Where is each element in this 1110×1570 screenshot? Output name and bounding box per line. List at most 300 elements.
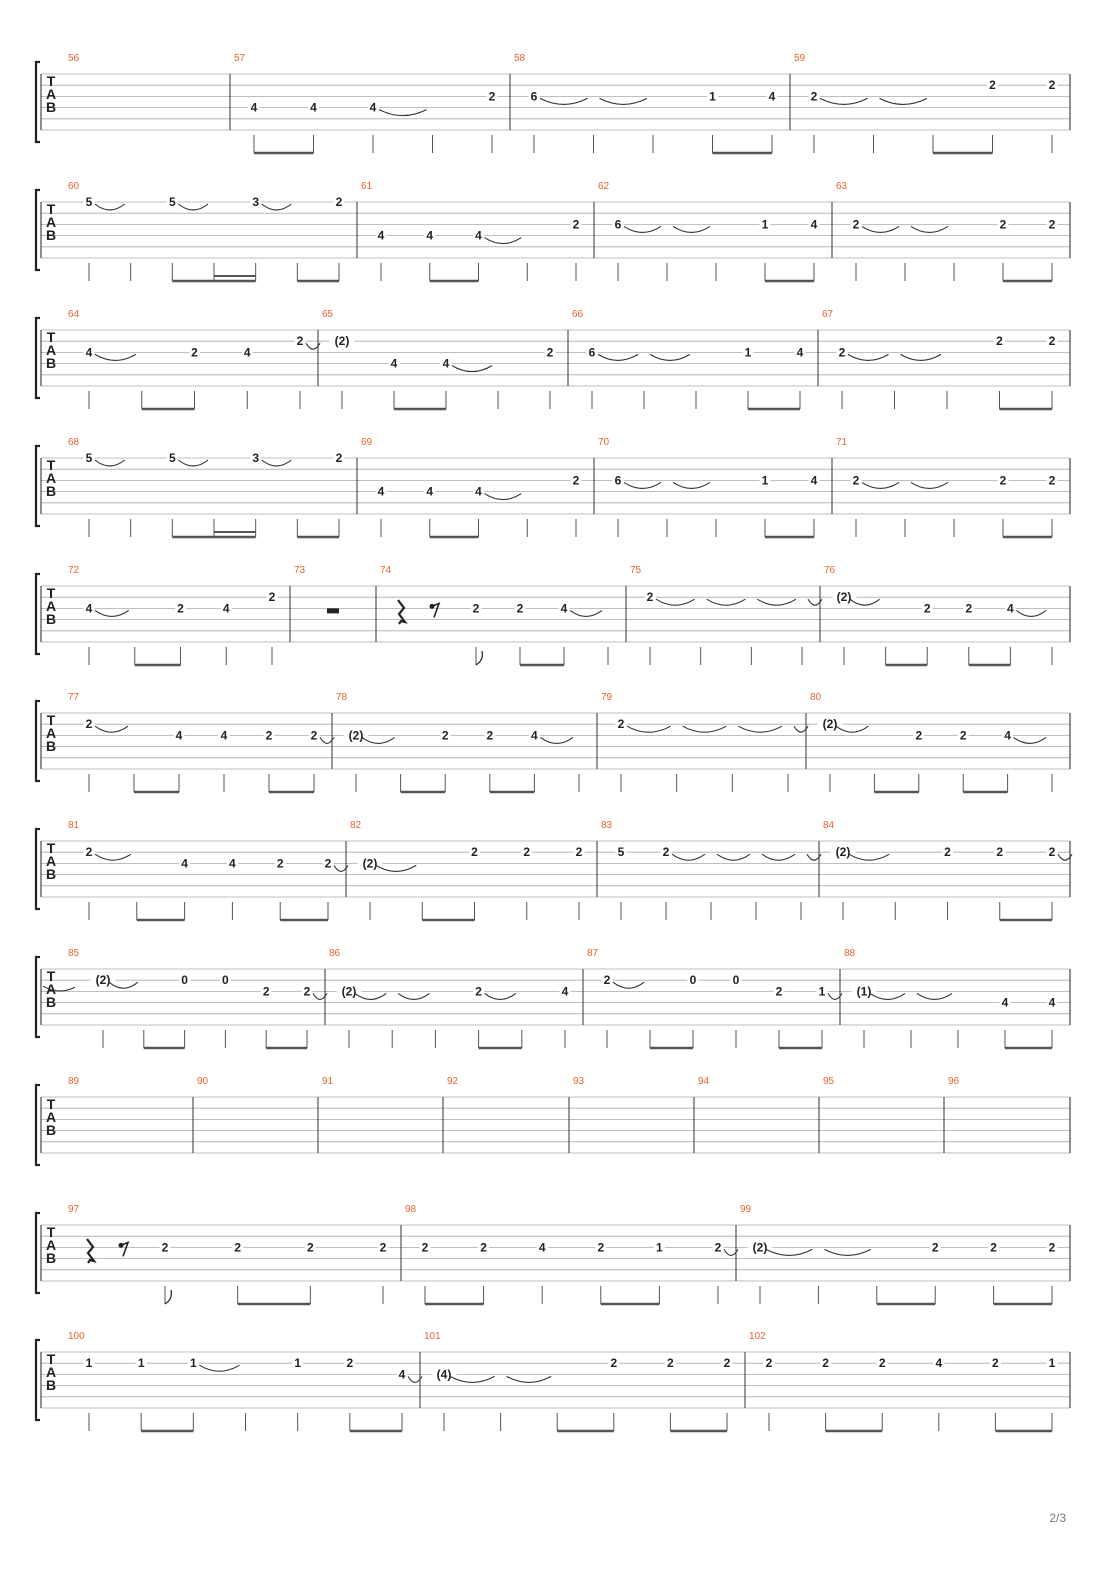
- fret-number: 4: [796, 345, 804, 360]
- measure-number: 65: [322, 309, 334, 320]
- tie: [379, 110, 427, 116]
- fret-number: 2: [324, 856, 332, 871]
- system-bracket: [36, 1085, 40, 1165]
- measure-number: 67: [822, 309, 834, 320]
- fret-number: 4: [426, 228, 434, 243]
- fret-number: 2: [1048, 845, 1056, 860]
- measure: [361, 437, 582, 537]
- tab-clef-letter: A: [45, 1109, 57, 1125]
- tab-clef-letter: T: [46, 585, 56, 601]
- measure-number: 70: [598, 437, 610, 448]
- fret-number: 2: [346, 1356, 354, 1371]
- measure: [424, 1331, 733, 1431]
- measure-number: 87: [587, 948, 599, 959]
- page-number: 2/3: [1049, 1511, 1066, 1525]
- fret-number: 2: [878, 1356, 886, 1371]
- fret-number: 2: [310, 728, 318, 743]
- tie: [452, 366, 492, 372]
- fret-number: 2: [471, 845, 478, 860]
- measure-number: 57: [234, 53, 246, 64]
- fret-number: 2: [923, 601, 931, 616]
- fret-number: 2: [714, 1240, 722, 1255]
- fret-number: 4: [250, 100, 258, 115]
- tie: [766, 1249, 812, 1255]
- fret-number: 4: [1007, 601, 1014, 616]
- tab-system: [36, 53, 1070, 153]
- measure: [573, 1076, 585, 1087]
- measure: [698, 1076, 710, 1087]
- fret-number: 2: [617, 717, 625, 732]
- tab-system: [36, 565, 1070, 665]
- tie: [862, 226, 899, 232]
- fret-number: 5: [168, 451, 176, 465]
- measure-number: 86: [329, 948, 341, 959]
- tie: [95, 726, 128, 732]
- tie: [1016, 610, 1046, 616]
- tab-system: [36, 692, 1070, 792]
- fret-number: 1: [818, 984, 826, 999]
- measure: [514, 53, 778, 153]
- measure-number: 80: [810, 692, 822, 703]
- fret-number: 1: [1048, 1356, 1056, 1371]
- fret-number: 2: [852, 473, 860, 488]
- tie: [485, 993, 516, 999]
- measure: [68, 565, 278, 665]
- fret-number: 2: [306, 1240, 314, 1255]
- system-bracket: [36, 1213, 40, 1293]
- measure: [823, 820, 1072, 920]
- tab-clef-letter: A: [45, 853, 57, 869]
- fret-number: 6: [614, 217, 622, 232]
- tab-clef-letter: T: [46, 968, 56, 984]
- fret-number: 2: [944, 845, 951, 860]
- tie: [624, 482, 661, 488]
- system-bracket: [36, 446, 40, 526]
- fret-number: 2: [472, 601, 480, 616]
- system-bracket: [36, 1340, 40, 1420]
- fret-number: 2: [268, 590, 276, 605]
- fret-number: 4: [377, 228, 385, 243]
- fret-number: 4: [310, 100, 317, 115]
- measure: [948, 1076, 960, 1087]
- fret-number: 2: [1048, 78, 1056, 93]
- measure: [749, 1331, 1058, 1431]
- measure: [234, 53, 498, 153]
- tab-clef-letter: B: [45, 1377, 57, 1393]
- measure-number: 76: [824, 565, 836, 576]
- measure-number: 56: [68, 53, 80, 64]
- tie: [262, 460, 292, 466]
- tie: [656, 599, 695, 605]
- measure: [361, 181, 582, 281]
- fret-number: (2): [95, 973, 111, 988]
- system-bracket: [36, 190, 40, 270]
- fret-number: 2: [646, 590, 654, 605]
- fret-number: 3: [252, 195, 260, 209]
- fret-number: 2: [480, 1240, 487, 1255]
- measure-number: 100: [68, 1331, 85, 1342]
- tie: [95, 204, 125, 210]
- fret-number: 4: [175, 728, 183, 743]
- measure-number: 61: [361, 181, 373, 192]
- tie: [627, 726, 671, 732]
- tie: [95, 354, 136, 360]
- tab-clef-letter: A: [45, 214, 57, 230]
- fret-number: 4: [181, 856, 188, 871]
- fret-number: 2: [1048, 1240, 1056, 1255]
- measure-number: 92: [447, 1076, 459, 1087]
- measure: [294, 565, 339, 613]
- fret-number: 4: [1004, 728, 1011, 743]
- tab-clef-letter: A: [45, 1364, 57, 1380]
- fret-number: 2: [303, 984, 311, 999]
- tab-clef-letter: A: [45, 342, 57, 358]
- fret-number: 2: [276, 856, 284, 871]
- measure-number: 72: [68, 565, 80, 576]
- measure: [68, 820, 348, 920]
- measure-number: 89: [68, 1076, 80, 1087]
- tab-clef-letter: T: [46, 329, 56, 345]
- fret-number: 4: [810, 473, 818, 488]
- fret-number: 2: [546, 345, 554, 360]
- fret-number: (2): [334, 334, 350, 349]
- tie: [862, 482, 899, 488]
- measure: [68, 1331, 422, 1431]
- tab-clef-letter: T: [46, 457, 56, 473]
- tab-system: [36, 437, 1070, 537]
- fret-number: 1: [85, 1356, 93, 1371]
- tie: [824, 1249, 870, 1255]
- fret-number: 1: [656, 1240, 663, 1255]
- tie: [570, 610, 602, 616]
- tab-system: [36, 1204, 1070, 1304]
- fret-number: 2: [996, 334, 1003, 349]
- measure-number: 64: [68, 309, 80, 320]
- tie: [485, 238, 522, 244]
- measure: [822, 309, 1058, 409]
- tie: [673, 226, 710, 232]
- fret-number: 2: [475, 984, 482, 999]
- measure: [598, 181, 820, 281]
- tie: [1014, 737, 1046, 743]
- fret-number: 2: [572, 473, 580, 488]
- tab-clef-letter: B: [45, 738, 57, 754]
- tie: [95, 610, 129, 616]
- tie: [672, 854, 705, 860]
- measure: [794, 53, 1058, 153]
- quarter-rest: [87, 1239, 94, 1263]
- measure: [587, 948, 842, 1048]
- measure: [824, 565, 1052, 665]
- fret-number: 4: [377, 484, 385, 499]
- fret-number: 1: [137, 1356, 145, 1371]
- measure-number: 60: [68, 181, 80, 192]
- system-bracket: [36, 701, 40, 781]
- tab-clef-letter: A: [45, 981, 57, 997]
- measure-number: 93: [573, 1076, 585, 1087]
- measure: [844, 948, 1058, 1048]
- measure: [447, 1076, 459, 1087]
- fret-number: 1: [761, 473, 769, 488]
- tie: [540, 737, 573, 743]
- fret-number: 2: [161, 1240, 169, 1255]
- measure: [572, 309, 806, 409]
- measure-number: 58: [514, 53, 526, 64]
- fret-number: 2: [931, 1240, 939, 1255]
- measure-number: 71: [836, 437, 848, 448]
- fret-number: 4: [561, 984, 569, 999]
- fret-number: 4: [369, 100, 377, 115]
- measure: [336, 692, 579, 792]
- fret-number: 0: [181, 973, 188, 988]
- tie: [95, 460, 125, 466]
- fret-number: 2: [723, 1356, 731, 1371]
- tie: [199, 1365, 239, 1371]
- tie: [600, 98, 648, 104]
- measure: [601, 820, 821, 920]
- measure-number: 81: [68, 820, 80, 831]
- tab-clef-letter: T: [46, 1224, 56, 1240]
- measure-number: 94: [698, 1076, 710, 1087]
- fret-number: 2: [335, 451, 343, 465]
- tab-clef-letter: T: [46, 73, 56, 89]
- fret-number: (1): [856, 984, 872, 999]
- fret-number: 2: [965, 601, 973, 616]
- fret-number: 4: [768, 89, 776, 104]
- fret-number: (2): [835, 845, 851, 860]
- measure-number: 88: [844, 948, 856, 959]
- fret-number: 2: [85, 717, 93, 732]
- tab-system: [36, 948, 1070, 1048]
- fret-number: 4: [243, 345, 251, 360]
- measure: [68, 692, 334, 792]
- fret-number: 5: [168, 195, 176, 209]
- fret-number: 2: [989, 78, 996, 93]
- tie: [598, 354, 638, 360]
- measure: [810, 692, 1052, 792]
- fret-number: 2: [191, 345, 198, 360]
- tie: [624, 226, 661, 232]
- fret-number: 2: [486, 728, 494, 743]
- measure-number: 91: [322, 1076, 334, 1087]
- fret-number: 2: [999, 217, 1007, 232]
- fret-number: 2: [234, 1240, 242, 1255]
- tab-system: [36, 820, 1072, 920]
- tab-clef-letter: T: [46, 840, 56, 856]
- measure: [68, 181, 345, 281]
- tab-clef-letter: T: [46, 1096, 56, 1112]
- measure-number: 69: [361, 437, 373, 448]
- measure-number: 82: [350, 820, 362, 831]
- fret-number: 6: [530, 89, 538, 104]
- tab-clef-letter: B: [45, 355, 57, 371]
- fret-number: 2: [296, 334, 304, 349]
- measure-number: 90: [197, 1076, 209, 1087]
- fret-number: 4: [426, 484, 434, 499]
- measure: [68, 437, 345, 537]
- measure-number: 99: [740, 1204, 752, 1215]
- measure-number: 95: [823, 1076, 835, 1087]
- fret-number: 0: [732, 973, 740, 988]
- measure-number: 63: [836, 181, 848, 192]
- fret-number: 4: [398, 1367, 406, 1382]
- measure: [43, 948, 327, 1048]
- tab-clef-letter: A: [45, 86, 57, 102]
- fret-number: 4: [390, 356, 398, 371]
- tie: [738, 726, 782, 732]
- measure: [322, 309, 556, 409]
- tab-clef-letter: A: [45, 725, 57, 741]
- tab-clef-letter: A: [45, 470, 57, 486]
- tie: [95, 854, 131, 860]
- fret-number: 5: [85, 451, 93, 465]
- fret-number: 4: [229, 856, 236, 871]
- tie: [757, 599, 796, 605]
- tab-clef-letter: B: [45, 1250, 57, 1266]
- tab-clef-letter: T: [46, 201, 56, 217]
- tie: [262, 204, 292, 210]
- fret-number: 2: [822, 1356, 829, 1371]
- eighth-flag: [165, 1290, 171, 1304]
- measure: [823, 1076, 835, 1087]
- system-bracket: [36, 574, 40, 654]
- measure-number: 68: [68, 437, 80, 448]
- measure: [630, 565, 822, 665]
- tie: [507, 1376, 552, 1382]
- measure: [197, 1076, 209, 1087]
- fret-number: 4: [935, 1356, 943, 1371]
- fret-number: 2: [667, 1356, 674, 1371]
- fret-number: (2): [362, 856, 378, 871]
- fret-number: 2: [852, 217, 860, 232]
- tab-clef-letter: B: [45, 99, 57, 115]
- fret-number: 4: [538, 1240, 546, 1255]
- measure: [68, 1076, 80, 1087]
- tab-system: [36, 1076, 1070, 1165]
- fret-number: 2: [335, 195, 343, 209]
- fret-number: 2: [575, 845, 583, 860]
- fret-number: 2: [603, 973, 611, 988]
- measure-number: 66: [572, 309, 584, 320]
- fret-number: 2: [996, 845, 1004, 860]
- fret-number: 2: [421, 1240, 429, 1255]
- fret-number: 2: [990, 1240, 997, 1255]
- fret-number: 5: [617, 845, 625, 860]
- tie: [717, 854, 750, 860]
- tie: [673, 482, 710, 488]
- fret-number: 2: [1048, 473, 1056, 488]
- tie: [707, 599, 746, 605]
- fret-number: 6: [588, 345, 596, 360]
- fret-number: 4: [1048, 995, 1056, 1010]
- measure: [598, 437, 820, 537]
- fret-number: 2: [265, 728, 273, 743]
- whole-rest: [327, 608, 339, 613]
- fret-number: 2: [765, 1356, 773, 1371]
- fret-number: (2): [836, 590, 852, 605]
- tab-clef-letter: B: [45, 611, 57, 627]
- measure: [836, 437, 1058, 537]
- fret-number: 2: [992, 1356, 999, 1371]
- tie: [911, 226, 948, 232]
- measure: [601, 692, 808, 792]
- tie: [178, 204, 208, 210]
- tab-system: [36, 1331, 1070, 1431]
- fret-number: 0: [689, 973, 697, 988]
- measure: [68, 309, 320, 409]
- tie: [450, 1376, 495, 1382]
- fret-number: 4: [85, 601, 93, 616]
- tie: [650, 354, 690, 360]
- fret-number: 2: [662, 845, 670, 860]
- tie: [540, 98, 588, 104]
- measure-number: 74: [380, 565, 392, 576]
- fret-number: (4): [436, 1367, 452, 1382]
- tie: [820, 98, 868, 104]
- quarter-rest: [398, 600, 405, 624]
- system-bracket: [36, 957, 40, 1037]
- fret-number: 4: [222, 601, 230, 616]
- fret-number: 2: [572, 217, 580, 232]
- tie: [178, 460, 208, 466]
- eighth-flag: [476, 651, 482, 665]
- fret-number: 2: [441, 728, 449, 743]
- fret-number: (2): [822, 717, 838, 732]
- fret-number: 2: [516, 601, 524, 616]
- fret-number: 2: [85, 845, 93, 860]
- fret-number: 2: [775, 984, 783, 999]
- measure: [68, 53, 80, 64]
- fret-number: 2: [177, 601, 184, 616]
- fret-number: 4: [531, 728, 538, 743]
- measure-number: 102: [749, 1331, 766, 1342]
- measure-number: 79: [601, 692, 613, 703]
- fret-number: (2): [341, 984, 357, 999]
- measure-number: 59: [794, 53, 806, 64]
- measure-number: 62: [598, 181, 610, 192]
- tab-clef-letter: B: [45, 994, 57, 1010]
- fret-number: 2: [838, 345, 846, 360]
- tab-clef-letter: B: [45, 1122, 57, 1138]
- fret-number: 4: [810, 217, 818, 232]
- measure-number: 84: [823, 820, 835, 831]
- fret-number: 4: [220, 728, 228, 743]
- tie: [762, 854, 795, 860]
- tab-system: [36, 309, 1070, 409]
- fret-number: 2: [810, 89, 818, 104]
- tab-clef-letter: B: [45, 866, 57, 882]
- tab-clef-letter: A: [45, 598, 57, 614]
- tab-clef-letter: T: [46, 1351, 56, 1367]
- system-bracket: [36, 62, 40, 142]
- fret-number: 1: [189, 1356, 197, 1371]
- tie: [398, 993, 429, 999]
- fret-number: 1: [709, 89, 716, 104]
- eighth-rest: [432, 603, 439, 617]
- fret-number: 2: [262, 984, 270, 999]
- fret-number: 2: [1048, 217, 1056, 232]
- measure-number: 101: [424, 1331, 441, 1342]
- measure-number: 78: [336, 692, 348, 703]
- tie: [683, 726, 727, 732]
- tab-system: [36, 181, 1070, 281]
- tab-clef-letter: B: [45, 227, 57, 243]
- fret-number: 5: [85, 195, 93, 209]
- measure: [350, 820, 585, 920]
- fret-number: (2): [348, 728, 364, 743]
- tab-clef-letter: A: [45, 1237, 57, 1253]
- tie: [880, 98, 928, 104]
